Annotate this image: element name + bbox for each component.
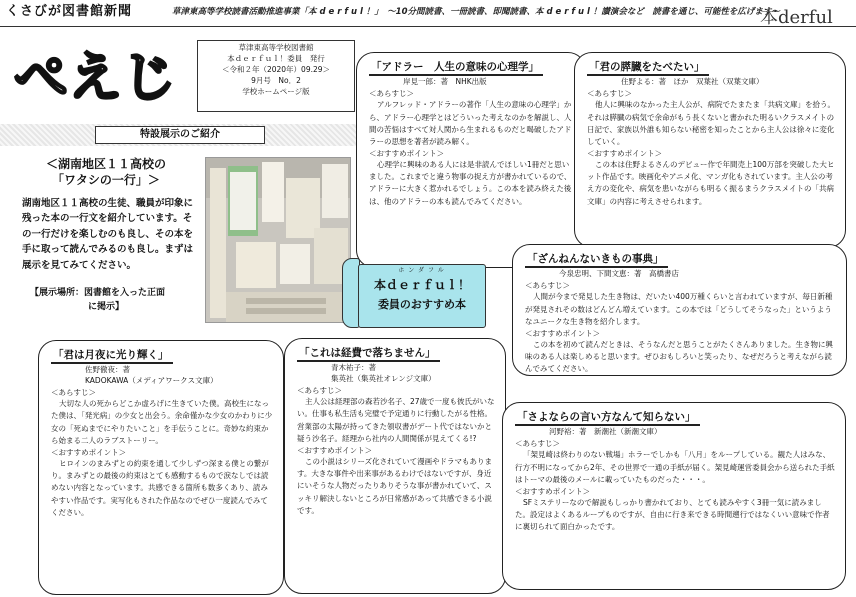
issue-committee: 本ｄｅｒｆｕｌ！委員 発行 (227, 53, 325, 63)
exhibit-title-line1: ＜湖南地区１１高校の (45, 157, 166, 171)
points-label: ＜おすすめポイント＞ (587, 148, 663, 158)
masthead-title: ぺえじ (14, 46, 176, 109)
synopsis-label: ＜あらすじ＞ (525, 281, 570, 291)
book-author: 河野裕：著 新潮社（新潮文庫） (549, 427, 662, 437)
newspaper-title: くさびが図書館新聞 (6, 4, 133, 19)
book-publisher: 集英社（集英社オレンジ文庫） (331, 374, 436, 384)
exhibit-description: 湖南地区１１高校の生徒、職員が印象に残った本の一行文を紹介しています。その一行だけを楽しむのも良し、その本を手に取って読んでみるのも良し。まずは展示を見てみてください。 (22, 198, 194, 271)
exhibit-photo-image (206, 158, 351, 323)
book-points: この本は住野よるさんのデビュー作で年間売上100万部を突破した大ヒット作品です。映画化やアニメ化、マンガ化もされています。主人公の考え方の変化や、病気を患いながらも明るく振るまうクラスメイトの「共病文庫」の内容に考えさせられます。 (587, 160, 835, 206)
synopsis-label: ＜あらすじ＞ (587, 89, 632, 99)
book-points: ヒロインのまみずとの約束を通して少しずつ深まる僕との繋がり。まみずとの最後の約束はとても感動するもので涙なしでは読めない内容となっています。共感できる箇所も数多くあり、読みやすい作品です。実写化もされた作品なのでぜひ一度読んでみてください。 (51, 459, 269, 517)
issue-edition: 学校ホームページ版 (242, 86, 310, 96)
book-title: 「これは経費で落ちません」 (297, 345, 495, 361)
book-points: SFミステリーなので解説もしっかり書かれており、とても読みやすく3冊一気に読みました。設定はよくあるループものですが、自由に行き来できる時間遡行ではなくいい意味で作者に裏切られて面白かったです。 (515, 498, 830, 532)
synopsis-label: ＜あらすじ＞ (51, 388, 96, 398)
masthead-logo (10, 40, 190, 110)
issue-info-box (197, 40, 355, 112)
book-author: 住野よる：著 ほか 双葉社（双葉文庫） (621, 77, 764, 87)
feature-title: 特設展示のご紹介 (95, 126, 265, 144)
synopsis-label: ＜あらすじ＞ (297, 386, 342, 396)
synopsis-label: ＜あらすじ＞ (515, 439, 560, 449)
book-points: 心理学に興味のある人には是非読んでほしい1冊だと思いました。これまでと違う物事の捉え方が書かれているので、アドラーに大きく惹かれるでしょう。この本を読み終えた後は、他のアドラーの本も読んでみてください。 (369, 160, 572, 206)
points-label: ＜おすすめポイント＞ (525, 328, 601, 338)
book-author: 今泉忠明、下間文恵：著 高橋書店 (559, 269, 679, 279)
book-title: 「アドラー 人生の意味の心理学」 (369, 59, 575, 75)
book-synopsis: 主人公は経理部の森若沙名子、27歳で一度も彼氏がいない。仕事も私生活も完璧で予定通りに行動したがる性格。営業部の太陽が持ってきた領収書がデート代ではないかと疑う沙名子。経理から社内の人間関係が見えてくる!? (297, 397, 495, 443)
banner-title-line2: 委員のおすすめ本 (377, 298, 467, 311)
exhibit-location-line1: 【展示場所：図書館を入った正面 (30, 288, 166, 298)
exhibit-location (30, 286, 195, 315)
header-divider (0, 26, 856, 27)
book-card-tsukiyo (38, 340, 284, 595)
book-title: 「ざんねんないきもの事典」 (525, 251, 836, 267)
book-author: 岸見一郎：著 NHK出版 (403, 77, 487, 87)
book-title: 「君は月夜に光り輝く」 (51, 347, 273, 363)
book-publisher: KADOKAWA（メディアワークス文庫） (85, 376, 218, 386)
banner-ruby: ホンダフル (398, 267, 448, 274)
book-synopsis: 他人に興味のなかった主人公が、病院でたまたま「共病文庫」を拾う。それは膵臓の病気で余命がもう長くないと書かれた明るいクラスメイトの日記で、家族以外誰も知らない秘密を知ったことから主人公は徐々に変化していく。 (587, 100, 835, 146)
points-label: ＜おすすめポイント＞ (515, 486, 591, 496)
book-author: 青木祐子：著 (331, 363, 376, 373)
book-card-kiminosuizou (574, 52, 846, 248)
book-title: 「さよならの言い方なんて知らない」 (515, 409, 835, 425)
project-tagline: 草津東高等学校読書活動推進事業「本 d e r f u l ！」 ～10分間読書、一冊読書、即聞読書、本 d e r f u l ！讃演会など 読書を通じ、可能性を広げます～ (172, 7, 780, 17)
book-synopsis: 大切な人の死からどこか虚ろげに生きていた僕。高校生になった僕は、「発光病」の少女と出会う。余命僅かな少女のかわりに少女の「死ぬまでにやりたいこと」を手伝うことに。奇妙な約束から始まる二人のラブストーリー。 (51, 399, 273, 445)
banner-title-line1: 本ｄｅｒｆｕｌ！ (373, 278, 470, 292)
derful-logo: 本derful (760, 7, 833, 28)
book-title: 「君の膵臓をたべたい」 (587, 59, 835, 75)
book-card-sayonara (502, 402, 846, 590)
issue-date: ＜令和２年（2020年）09.29＞ (221, 64, 331, 74)
book-points: この本を初めて読んだときは、そうなんだと思うことがたくさんありました。生き物に興味のある人は楽しめると思います。ぜひおもしろいと笑ったり、なぜだろうと考えながら読んでみてください。 (525, 340, 833, 374)
synopsis-label: ＜あらすじ＞ (369, 89, 414, 99)
book-points: この小説はシリーズ化されていて漫画やドラマもあります。大きな事件や出来事があるわけではないですが、身近にいそうな人物だったりありそうな事が書かれていて、スッキリ解決しないところが日常感があって共感できる小説です。 (297, 457, 492, 515)
book-synopsis: アルフレッド・アドラーの著作「人生の意味の心理学」から、アドラー心理学とはどういった考えなのかを解説し、人間の苦悩はすべて対人関から生まれるものだと喝破したアドラーの思想を著者が読み解く。 (369, 100, 572, 146)
points-label: ＜おすすめポイント＞ (297, 445, 373, 455)
book-card-zannen (512, 244, 847, 376)
book-synopsis: 人間が今まで発見した生き物は、だいたい400万種くらいと言われていますが、毎日新種が発見されその数はどんどん増えています。この本では「どうしてそうなった」というようなユニークな生き物を紹介します。 (525, 292, 833, 326)
exhibit-title-line2: 「ワタシの一行」＞ (52, 172, 160, 187)
points-label: ＜おすすめポイント＞ (369, 148, 445, 158)
exhibit-title (18, 157, 194, 188)
book-card-keihi (284, 338, 506, 594)
issue-publisher: 草津東高等学校図書館 (238, 43, 314, 52)
book-synopsis: 「架見崎は終わりのない戦場」ホラーでしかも「八月」をループしている。観た人はみな、行方不明になってから2年、その世界で一通の手紙が届く。架見崎運営委員会から送られた手紙はトーマの最後のメールに載っていたものだった・・・。 (515, 450, 835, 484)
masthead-lettering-icon (10, 40, 190, 110)
points-label: ＜おすすめポイント＞ (51, 447, 127, 457)
issue-number: 9月号 No．2 (251, 75, 301, 85)
book-author: 佐野徹夜：著 (85, 365, 130, 375)
book-card-adler (356, 52, 586, 268)
exhibit-location-line2: に掲示】 (88, 302, 125, 313)
exhibit-photo (205, 157, 351, 323)
